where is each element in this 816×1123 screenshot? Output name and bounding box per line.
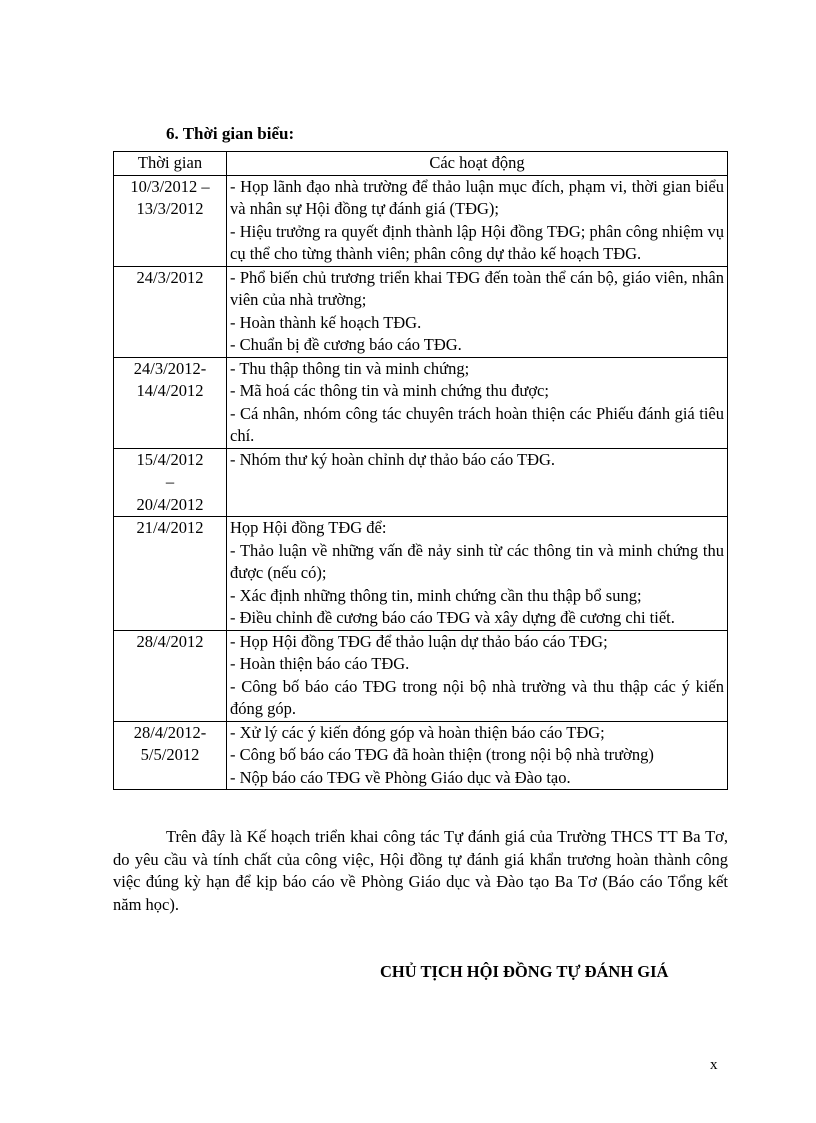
activity-item: - Hoàn thiện báo cáo TĐG. [230,654,410,673]
time-cell [114,175,227,266]
time-line: 24/3/2012- [133,358,207,378]
section-heading: 6. Thời gian biểu: [166,124,295,143]
time-cell [114,266,227,357]
activity-item: - Nhóm thư ký hoàn chỉnh dự thảo báo cáo TĐG. [230,449,556,469]
activity-item: Họp Hội đồng TĐG để: [230,518,387,537]
activity-item: - Điều chỉnh đề cương báo cáo TĐG và xây dựng đề cương chi tiết. [230,608,675,627]
activity-item: - Mã hoá các thông tin và minh chứng thu được; [230,381,549,400]
time-cell [114,357,227,448]
activities-cell [227,721,728,790]
table-row [114,630,728,721]
time-line: 14/4/2012 [136,381,204,400]
time-cell [114,721,227,790]
time-cell [114,448,227,517]
page-number: x [710,1057,718,1073]
activity-item: - Họp Hội đồng TĐG để thảo luận dự thảo báo cáo TĐG; [230,631,608,651]
time-cell [114,630,227,721]
table-row [114,175,728,266]
time-line: 5/5/2012 [140,745,200,764]
header-activities: Các hoạt động [227,152,728,176]
activities-cell [227,175,728,266]
time-line: 24/3/2012 [136,267,204,287]
activity-item: - Công bố báo cáo TĐG trong nội bộ nhà trường và thu thập các ý kiến đóng góp. [230,676,724,718]
activity-item: - Nộp báo cáo TĐG về Phòng Giáo dục và Đào tạo. [230,767,571,787]
activity-item: - Xử lý các ý kiến đóng góp và hoàn thiện báo cáo TĐG; [230,722,605,742]
activity-item: - Hoàn thành kế hoạch TĐG. [230,312,422,332]
table-row [114,266,728,357]
schedule-table [113,151,728,790]
signature-title: CHỦ TỊCH HỘI ĐỒNG TỰ ĐÁNH GIÁ [380,962,669,981]
activity-item: - Họp lãnh đạo nhà trường để thảo luận mục đích, phạm vi, thời gian biểu và nhân sự Hội đồng tự đánh giá (TĐG); [230,176,724,218]
activities-cell [227,517,728,631]
activities-cell [227,266,728,357]
activities-cell [227,448,728,517]
time-line: 20/4/2012 [136,494,204,514]
table-header-row [114,152,728,176]
time-cell [114,517,227,631]
table-row [114,448,728,517]
time-line: 28/4/2012 [136,631,204,651]
activity-item: - Công bố báo cáo TĐG đã hoàn thiện (trong nội bộ nhà trường) [230,745,654,764]
schedule-body [114,175,728,790]
time-line: 15/4/2012 [136,449,204,469]
activity-item: - Xác định những thông tin, minh chứng cần thu thập bổ sung; [230,585,642,605]
activities-cell [227,630,728,721]
time-line: 21/4/2012 [136,518,204,537]
activity-item: - Chuẩn bị đề cương báo cáo TĐG. [230,335,462,354]
closing-paragraph: Trên đây là Kế hoạch triển khai công tác Tự đánh giá của Trường THCS TT Ba Tơ, do yêu cầu và tính chất của công việc, Hội đồng tự đánh giá khẩn trương hoàn thành công việc đúng kỳ hạn để kịp báo cáo về Phòng Giáo dục và Đào tạo Ba Tơ (Báo cáo Tổng kết năm học). [113,827,728,914]
time-line: 13/3/2012 [136,199,204,218]
activity-item: - Thảo luận về những vấn đề nảy sinh từ các thông tin và minh chứng thu được (nếu có); [230,540,724,582]
time-line: 10/3/2012 – [130,176,210,196]
table-row [114,357,728,448]
time-line: 28/4/2012- [133,722,207,742]
time-line: – [165,472,175,491]
table-row [114,517,728,631]
activity-item: - Hiệu trưởng ra quyết định thành lập Hội đồng TĐG; phân công nhiệm vụ cụ thể cho từng thành viên; phân công dự thảo kế hoạch TĐG. [230,221,724,263]
activity-item: - Thu thập thông tin và minh chứng; [230,358,470,378]
activities-cell [227,357,728,448]
table-row [114,721,728,790]
activity-item: - Cá nhân, nhóm công tác chuyên trách hoàn thiện các Phiếu đánh giá tiêu chí. [230,403,724,445]
header-time: Thời gian [114,152,227,176]
activity-item: - Phổ biến chủ trương triển khai TĐG đến toàn thể cán bộ, giáo viên, nhân viên của nhà trường; [230,267,724,309]
